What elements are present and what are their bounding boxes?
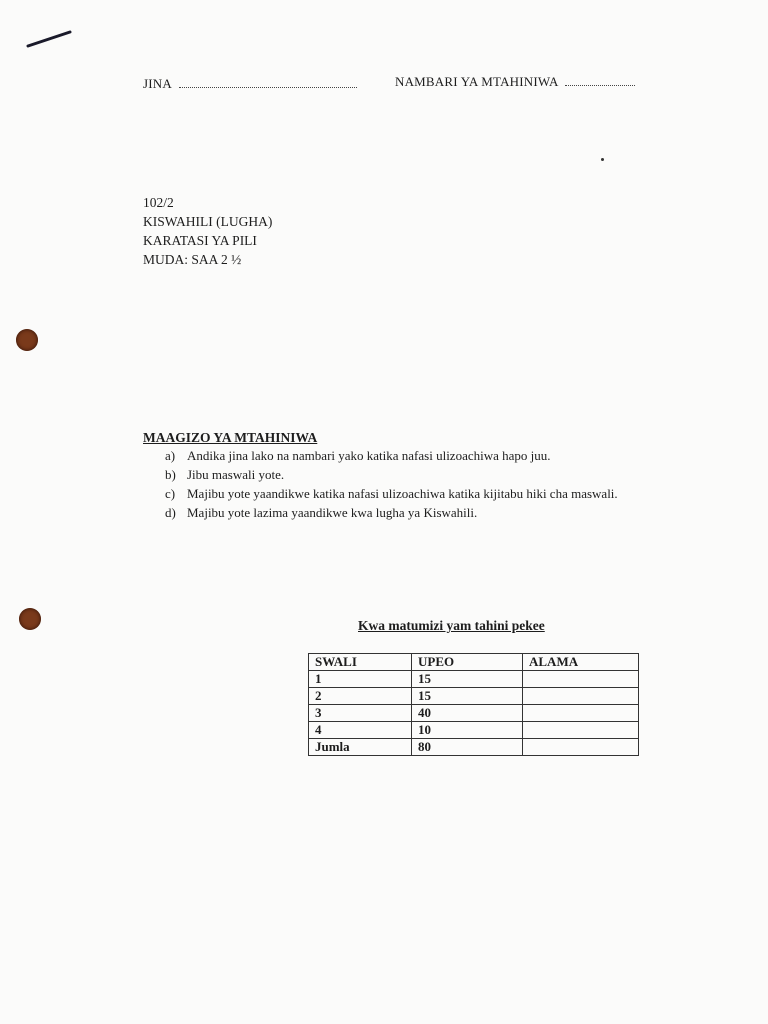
instructions-list xyxy=(165,446,618,522)
column-header-max-marks: UPEO xyxy=(412,654,523,671)
max-marks-cell: 10 xyxy=(412,722,523,739)
marks-table-title: Kwa matumizi yam tahini pekee xyxy=(358,618,545,633)
table-header-row xyxy=(309,654,639,671)
marks-scored-cell[interactable] xyxy=(523,722,639,739)
paper-code: 102/2 xyxy=(143,195,174,210)
question-cell: 4 xyxy=(309,722,412,739)
name-field xyxy=(143,76,357,92)
punch-hole-upper xyxy=(16,329,38,351)
marks-table xyxy=(308,653,639,756)
marks-scored-cell[interactable] xyxy=(523,688,639,705)
instruction-letter: a) xyxy=(165,448,176,463)
instruction-item xyxy=(165,503,618,522)
candidate-number-field xyxy=(395,74,635,90)
instruction-letter: b) xyxy=(165,467,176,482)
max-marks-cell: 15 xyxy=(412,671,523,688)
marks-scored-cell[interactable] xyxy=(523,705,639,722)
table-row xyxy=(309,671,639,688)
column-header-marks-scored: ALAMA xyxy=(523,654,639,671)
name-blank-line xyxy=(179,77,357,88)
table-total-row xyxy=(309,739,639,756)
instruction-item xyxy=(165,446,618,465)
total-max-marks-cell: 80 xyxy=(412,739,523,756)
paper-details xyxy=(143,193,272,269)
paper-subject: KISWAHILI (LUGHA) xyxy=(143,214,273,229)
punch-hole-lower xyxy=(19,608,41,630)
marks-scored-cell[interactable] xyxy=(523,671,639,688)
total-label-cell: Jumla xyxy=(309,739,412,756)
instruction-text: Majibu yote yaandikwe katika nafasi ulizoachiwa katika kijitabu hiki cha maswali. xyxy=(187,486,618,501)
table-row xyxy=(309,705,639,722)
instruction-letter: c) xyxy=(165,486,176,501)
candidate-number-label: NAMBARI YA MTAHINIWA xyxy=(395,74,558,89)
instruction-item xyxy=(165,465,618,484)
total-marks-scored-cell[interactable] xyxy=(523,739,639,756)
instruction-text: Andika jina lako na nambari yako katika nafasi ulizoachiwa hapo juu. xyxy=(187,448,551,463)
instruction-letter: d) xyxy=(165,505,176,520)
instructions-title: MAAGIZO YA MTAHINIWA xyxy=(143,430,318,445)
instruction-text: Majibu yote lazima yaandikwe kwa lugha ya Kiswahili. xyxy=(187,505,478,520)
paper-duration: MUDA: SAA 2 ½ xyxy=(143,252,242,267)
question-cell: 1 xyxy=(309,671,412,688)
max-marks-cell: 15 xyxy=(412,688,523,705)
question-cell: 3 xyxy=(309,705,412,722)
max-marks-cell: 40 xyxy=(412,705,523,722)
name-label: JINA xyxy=(143,76,172,91)
table-row xyxy=(309,722,639,739)
instruction-text: Jibu maswali yote. xyxy=(187,467,285,482)
column-header-question: SWALI xyxy=(309,654,412,671)
candidate-number-blank-line xyxy=(565,75,635,86)
pen-stroke-mark xyxy=(26,28,74,50)
question-cell: 2 xyxy=(309,688,412,705)
instruction-item xyxy=(165,484,618,503)
paper-number: KARATASI YA PILI xyxy=(143,233,257,248)
speck xyxy=(601,158,604,161)
table-row xyxy=(309,688,639,705)
